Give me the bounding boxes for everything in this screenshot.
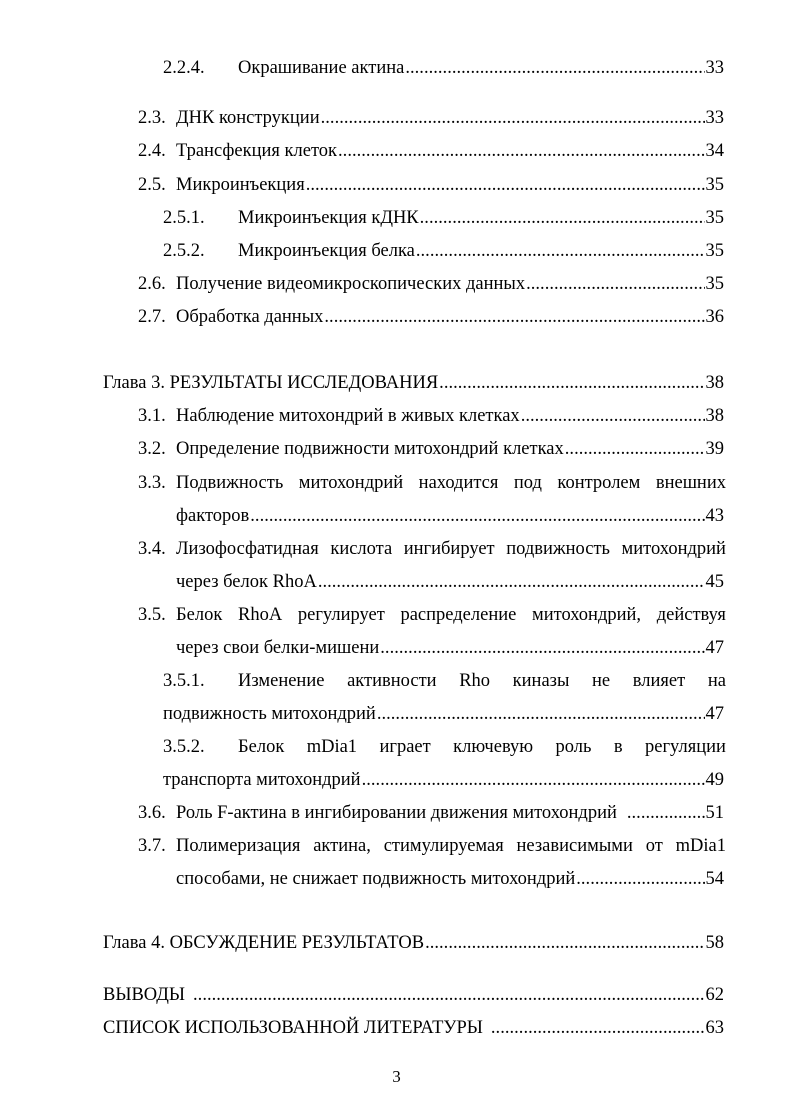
dot-leader bbox=[405, 59, 704, 78]
word: регулирует bbox=[297, 605, 385, 625]
toc-entry-page: 58 bbox=[705, 933, 724, 953]
toc-entry-number: 2.2.4. bbox=[163, 58, 205, 78]
toc-entry-page: 43 bbox=[705, 506, 724, 526]
word: ключевую bbox=[453, 737, 534, 757]
word: ингибирует bbox=[403, 539, 495, 559]
word: внешних bbox=[655, 473, 726, 493]
word: Белок bbox=[238, 737, 285, 757]
toc-entry-number: 2.3. bbox=[138, 108, 166, 128]
toc-entry-number: 3.1. bbox=[138, 406, 166, 426]
word: не bbox=[592, 671, 611, 691]
toc-entry-title: Микроинъекция bbox=[176, 175, 305, 195]
dot-leader bbox=[362, 771, 705, 790]
toc-references[interactable] bbox=[0, 1019, 793, 1043]
toc-chapter-title: Глава 4. ОБСУЖДЕНИЕ РЕЗУЛЬТАТОВ bbox=[103, 933, 425, 953]
dot-leader bbox=[439, 374, 704, 393]
dot-leader bbox=[526, 275, 704, 294]
dot-leader bbox=[324, 308, 704, 327]
word: митохондрий bbox=[298, 473, 404, 493]
toc-entry-page: 34 bbox=[705, 141, 724, 161]
dot-leader bbox=[306, 176, 705, 195]
toc-entry-number: 3.5.1. bbox=[163, 671, 205, 691]
toc-entry-title-line-2: факторов bbox=[176, 506, 250, 526]
toc-entry-title-line-1 bbox=[176, 540, 726, 559]
toc-chapter-title: Глава 3. РЕЗУЛЬТАТЫ ИССЛЕДОВАНИЯ bbox=[103, 373, 439, 393]
word: mDia1 bbox=[675, 836, 726, 856]
toc-entry-number: 2.5.2. bbox=[163, 241, 205, 261]
toc-entry-number: 3.5. bbox=[138, 605, 166, 625]
dot-leader bbox=[565, 440, 705, 459]
word: от bbox=[645, 836, 663, 856]
toc-entry-2-3[interactable] bbox=[0, 109, 793, 133]
word: кислота bbox=[330, 539, 393, 559]
word: независимыми bbox=[516, 836, 633, 856]
toc-entry-title-line-1 bbox=[176, 474, 726, 493]
toc-entry-3-6[interactable] bbox=[0, 804, 793, 828]
toc-entry-title-line-1 bbox=[176, 606, 726, 625]
toc-entry-2-2-4[interactable] bbox=[0, 59, 793, 83]
toc-entry-number: 3.6. bbox=[138, 803, 166, 823]
word: RhoA bbox=[237, 605, 283, 625]
toc-chapter-title: ВЫВОДЫ bbox=[103, 985, 186, 1005]
dot-leader bbox=[250, 507, 704, 526]
toc-entry-title: Окрашивание актина bbox=[238, 58, 405, 78]
word: на bbox=[707, 671, 726, 691]
toc-entry-page: 35 bbox=[705, 175, 724, 195]
toc-conclusions[interactable] bbox=[0, 986, 793, 1010]
word: Изменение bbox=[238, 671, 325, 691]
toc-entry-title: Микроинъекция кДНК bbox=[238, 208, 419, 228]
toc-entry-page: 35 bbox=[705, 274, 724, 294]
word: митохондрий, bbox=[532, 605, 642, 625]
toc-entry-number: 2.5. bbox=[138, 175, 166, 195]
toc-entry-title-line-2: способами, не снижает подвижность митохондрий bbox=[176, 869, 576, 889]
word: Подвижность bbox=[176, 473, 284, 493]
word: под bbox=[513, 473, 542, 493]
toc-entry-title-line-2: подвижность митохондрий bbox=[163, 704, 376, 724]
word: mDia1 bbox=[306, 737, 358, 757]
toc-entry-title: Обработка данных bbox=[176, 307, 324, 327]
word: распределение bbox=[400, 605, 517, 625]
toc-entry-page: 47 bbox=[705, 704, 724, 724]
toc-entry-page: 33 bbox=[705, 58, 724, 78]
dot-leader bbox=[627, 804, 705, 823]
toc-entry-2-6[interactable] bbox=[0, 275, 793, 299]
toc-entry-title-line-1 bbox=[238, 672, 726, 691]
toc-entry-3-1[interactable] bbox=[0, 407, 793, 431]
toc-entry-title: Трансфекция клеток bbox=[176, 141, 338, 161]
word: роль bbox=[555, 737, 592, 757]
dot-leader bbox=[416, 242, 705, 261]
word: митохондрий bbox=[621, 539, 726, 559]
toc-entry-page: 38 bbox=[705, 406, 724, 426]
toc-entry-number: 3.4. bbox=[138, 539, 166, 559]
toc-entry-title-line-2: через свои белки-мишени bbox=[176, 638, 380, 658]
toc-entry-number: 2.5.1. bbox=[163, 208, 205, 228]
word: регуляции bbox=[644, 737, 726, 757]
dot-leader bbox=[380, 639, 704, 658]
toc-entry-title: Наблюдение митохондрий в живых клетках bbox=[176, 406, 520, 426]
toc-entry-title: Определение подвижности митохондрий клетках bbox=[176, 439, 564, 459]
toc-entry-number: 3.2. bbox=[138, 439, 166, 459]
toc-entry-number: 3.5.2. bbox=[163, 737, 205, 757]
word: активности bbox=[347, 671, 437, 691]
toc-entry-page: 47 bbox=[705, 638, 724, 658]
toc-entry-title: Роль F-актина в ингибировании движения митохондрий bbox=[176, 803, 617, 823]
toc-entry-number: 2.6. bbox=[138, 274, 166, 294]
word: стимулируемая bbox=[383, 836, 504, 856]
toc-entry-number: 3.3. bbox=[138, 473, 166, 493]
toc-entry-title-line-1 bbox=[238, 738, 726, 757]
word: влияет bbox=[632, 671, 686, 691]
dot-leader bbox=[576, 870, 704, 889]
toc-entry-page: 54 bbox=[705, 869, 724, 889]
toc-chapter-title: СПИСОК ИСПОЛЬЗОВАННОЙ ЛИТЕРАТУРЫ bbox=[103, 1018, 483, 1038]
toc-entry-page: 33 bbox=[705, 108, 724, 128]
word: Белок bbox=[176, 605, 223, 625]
toc-entry-title: Получение видеомикроскопических данных bbox=[176, 274, 526, 294]
toc-entry-2-5[interactable] bbox=[0, 176, 793, 200]
dot-leader bbox=[491, 1019, 705, 1038]
word: Rho bbox=[459, 671, 491, 691]
toc-entry-page: 38 bbox=[705, 373, 724, 393]
toc-entry-2-7[interactable] bbox=[0, 308, 793, 332]
dot-leader bbox=[193, 986, 704, 1005]
dot-leader bbox=[425, 934, 704, 953]
dot-leader bbox=[338, 142, 704, 161]
dot-leader bbox=[321, 109, 705, 128]
word: актина, bbox=[313, 836, 371, 856]
toc-entry-number: 2.7. bbox=[138, 307, 166, 327]
toc-entry-page: 45 bbox=[705, 572, 724, 592]
toc-entry-title-line-1 bbox=[176, 837, 726, 856]
toc-entry-2-5-1[interactable] bbox=[0, 209, 793, 233]
toc-entry-3-2[interactable] bbox=[0, 440, 793, 464]
word: киназы bbox=[512, 671, 570, 691]
toc-entry-number: 3.7. bbox=[138, 836, 166, 856]
word: в bbox=[613, 737, 623, 757]
toc-entry-page: 49 bbox=[705, 770, 724, 790]
word: Полимеризация bbox=[176, 836, 301, 856]
word: играет bbox=[379, 737, 431, 757]
toc-entry-page: 36 bbox=[705, 307, 724, 327]
toc-entry-page: 35 bbox=[705, 241, 724, 261]
toc-chapter-3[interactable] bbox=[0, 374, 793, 398]
dot-leader bbox=[420, 209, 705, 228]
toc-entry-page: 35 bbox=[705, 208, 724, 228]
dot-leader bbox=[377, 705, 705, 724]
toc-entry-page: 62 bbox=[705, 985, 724, 1005]
toc-chapter-4[interactable] bbox=[0, 934, 793, 958]
toc-entry-page: 63 bbox=[705, 1018, 724, 1038]
word: Лизофосфатидная bbox=[176, 539, 319, 559]
toc-entry-2-5-2[interactable] bbox=[0, 242, 793, 266]
dot-leader bbox=[521, 407, 705, 426]
word: находится bbox=[418, 473, 499, 493]
toc-entry-2-4[interactable] bbox=[0, 142, 793, 166]
word: действуя bbox=[656, 605, 726, 625]
toc-entry-page: 39 bbox=[705, 439, 724, 459]
dot-leader bbox=[318, 573, 705, 592]
toc-entry-title: ДНК конструкции bbox=[176, 108, 320, 128]
word: контролем bbox=[557, 473, 641, 493]
page-number: 3 bbox=[392, 1067, 401, 1086]
toc-entry-title: Микроинъекция белка bbox=[238, 241, 415, 261]
word: подвижность bbox=[506, 539, 610, 559]
toc-entry-title-line-2: транспорта митохондрий bbox=[163, 770, 361, 790]
toc-entry-page: 51 bbox=[705, 803, 724, 823]
toc-entry-number: 2.4. bbox=[138, 141, 166, 161]
toc-entry-title-line-2: через белок RhoA bbox=[176, 572, 317, 592]
